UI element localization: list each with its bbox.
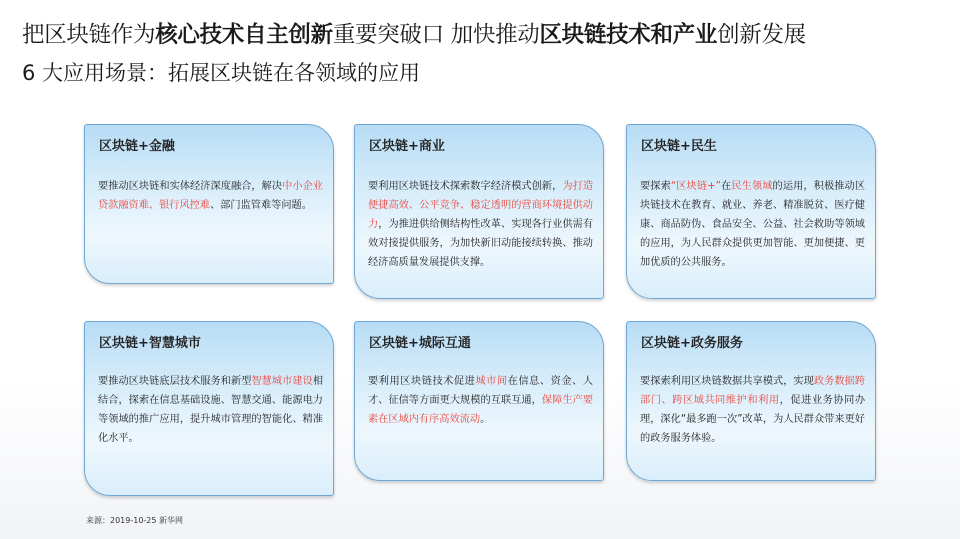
- card-finance: [84, 124, 334, 284]
- body-highlight: 政务数据跨部门、跨区域共同维护和利用: [640, 376, 866, 406]
- body-highlight: 中小企业贷款融资难、银行风控难: [98, 181, 323, 211]
- body-text: 、部门监管难等问题。: [210, 200, 312, 211]
- card-gov-services: [626, 321, 876, 481]
- body-highlight: 为打造便捷高效、公平竞争、稳定透明的营商环境提供动力: [368, 181, 594, 230]
- card-body: [98, 372, 323, 448]
- card-title: 区块链+商业: [369, 139, 445, 154]
- source-note: 来源：2019-10-25 新华网: [86, 516, 184, 525]
- card-commerce: [354, 124, 604, 299]
- body-text: 。: [480, 414, 491, 425]
- card-title: 区块链+政务服务: [641, 336, 743, 351]
- body-text: 要推动区块链和实体经济深度融合，解决: [98, 181, 283, 192]
- body-highlight: “区块链+”: [670, 181, 721, 192]
- card-body: [368, 372, 593, 429]
- body-text: 的运用，积极推动区块链技术在教育、就业、养老、精准脱贫、医疗健康、商品防伪、食品安全、公益、社会救助等领域的应用，为人民群众提供更加智能、更加便捷、更加优质的公共服务。: [640, 181, 866, 268]
- title-part-5: 创新发展: [717, 22, 806, 48]
- title-part-3: 重要突破口 加快推动: [332, 22, 540, 48]
- body-highlight: 民生领域: [731, 181, 773, 192]
- title-part-4: 区块链技术和产业: [539, 22, 718, 48]
- card-body: [640, 372, 865, 448]
- body-text: 在信息、资金、人才、征信等方面更大规模的互联互通，: [368, 376, 594, 406]
- card-inter-city: [354, 321, 604, 481]
- card-body: [98, 177, 323, 215]
- title-part-2: 核心技术自主创新: [155, 22, 333, 48]
- card-title: 区块链+金融: [99, 139, 175, 154]
- card-smart-city: [84, 321, 334, 496]
- card-body: [368, 177, 593, 272]
- card-title: 区块链+城际互通: [369, 336, 471, 351]
- body-text: 在: [720, 181, 732, 192]
- body-text: 要推动区块链底层技术服务和新型: [98, 376, 252, 387]
- card-title: 区块链+民生: [641, 139, 717, 154]
- card-body: [640, 177, 865, 272]
- body-highlight: 保障生产要素在区域内有序高效流动: [368, 395, 594, 425]
- body-text: 要探索: [640, 181, 671, 192]
- body-text: 相结合，探索在信息基础设施、智慧交通、能源电力等领域的推广应用，提升城市管理的智能化、精准化水平。: [98, 376, 323, 444]
- page-subtitle: 6 大应用场景：拓展区块链在各领域的应用: [22, 61, 421, 85]
- body-text: 要利用区块链技术促进: [368, 376, 476, 387]
- body-highlight: 城市间: [475, 376, 508, 387]
- card-livelihood: [626, 124, 876, 299]
- card-title: 区块链+智慧城市: [99, 336, 201, 351]
- page-title: [22, 20, 952, 50]
- body-highlight: 智慧城市建设: [251, 376, 313, 387]
- body-text: ，促进业务协同办理，深化“最多跑一次”改革，为人民群众带来更好的政务服务体验。: [640, 395, 866, 444]
- body-text: 要探索利用区块链数据共享模式，实现: [640, 376, 814, 387]
- body-text: ，为推进供给侧结构性改革、实现各行业供需有效对接提供服务，为加快新旧动能接续转换、推动经济高质量发展提供支撑。: [368, 219, 594, 268]
- body-text: 要利用区块链技术探索数字经济模式创新，: [368, 181, 563, 192]
- title-part-1: 把区块链作为: [22, 22, 156, 48]
